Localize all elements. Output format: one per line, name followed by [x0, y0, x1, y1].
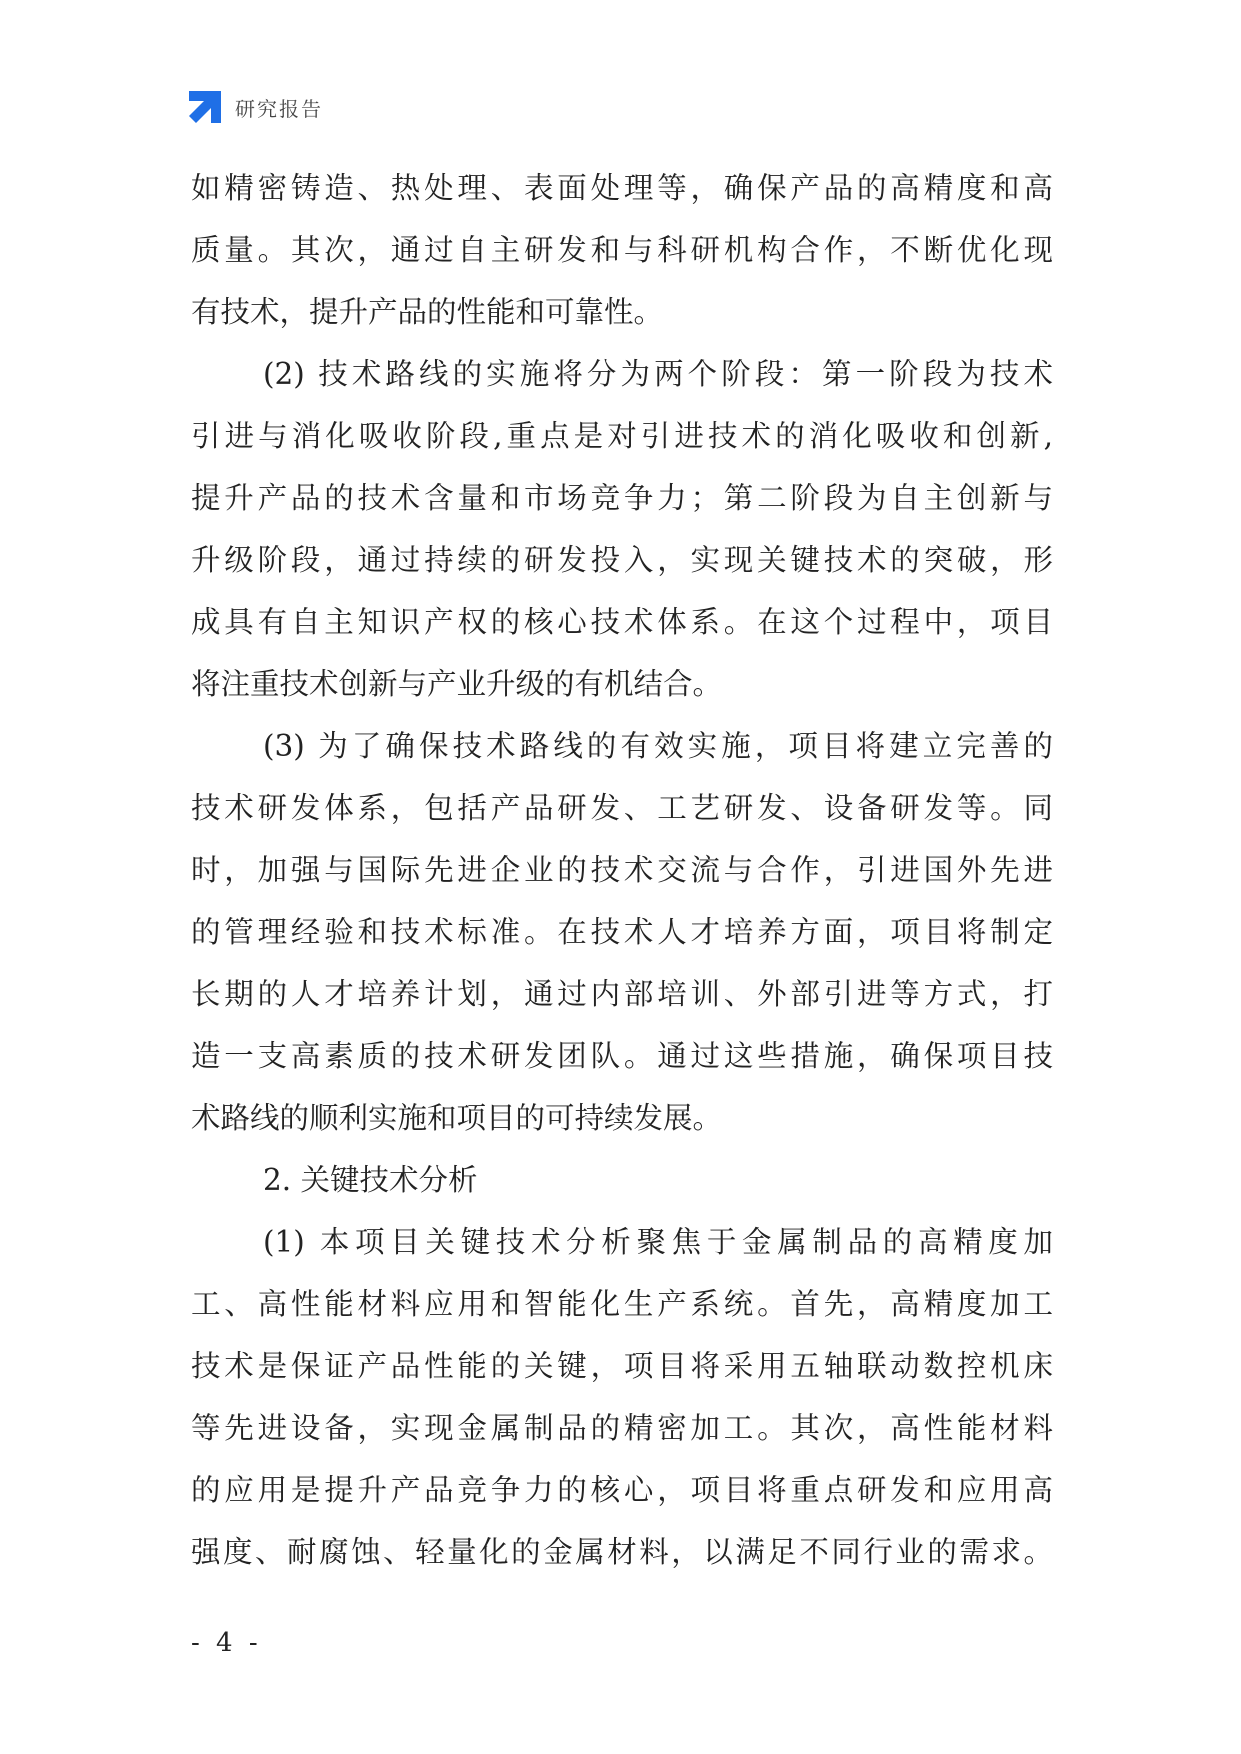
- page-header: [189, 90, 323, 124]
- text-line: 引进与消化吸收阶段,重点是对引进技术的消化吸收和创新,: [191, 419, 1053, 453]
- body-text: [191, 157, 1053, 1583]
- text-line: 术路线的顺利实施和项目的可持续发展。: [191, 1101, 723, 1135]
- text-line: 时，加强与国际先进企业的技术交流与合作，引进国外先进: [191, 853, 1053, 887]
- text-line: 提升产品的技术含量和市场竞争力；第二阶段为自主创新与: [191, 481, 1053, 515]
- text-line: 工、高性能材料应用和智能化生产系统。首先，高精度加工: [191, 1287, 1053, 1321]
- arrow-logo-icon: [189, 91, 221, 123]
- text-line: 升级阶段，通过持续的研发投入，实现关键技术的突破，形: [191, 543, 1053, 577]
- text-line: 将注重技术创新与产业升级的有机结合。: [191, 667, 723, 701]
- text-line: 的管理经验和技术标准。在技术人才培养方面，项目将制定: [191, 915, 1053, 949]
- page-number: - 4 -: [191, 1628, 262, 1658]
- text-line: 如精密铸造、热处理、表面处理等，确保产品的高精度和高: [191, 171, 1053, 205]
- text-line: 强度、耐腐蚀、轻量化的金属材料，以满足不同行业的需求。: [191, 1535, 1053, 1569]
- text-line: 质量。其次，通过自主研发和与科研机构合作，不断优化现: [191, 233, 1053, 267]
- text-line: 造一支高素质的技术研发团队。通过这些措施，确保项目技: [191, 1039, 1053, 1073]
- text-line: 成具有自主知识产权的核心技术体系。在这个过程中，项目: [191, 605, 1053, 639]
- text-line: 技术研发体系，包括产品研发、工艺研发、设备研发等。同: [191, 791, 1053, 825]
- text-line: (3) 为了确保技术路线的有效实施，项目将建立完善的: [263, 729, 1053, 763]
- text-line: (1) 本项目关键技术分析聚焦于金属制品的高精度加: [263, 1225, 1053, 1259]
- text-line: 2. 关键技术分析: [263, 1163, 478, 1197]
- text-line: 长期的人才培养计划，通过内部培训、外部引进等方式，打: [191, 977, 1053, 1011]
- text-line: 的应用是提升产品竞争力的核心，项目将重点研发和应用高: [191, 1473, 1053, 1507]
- header-title: 研究报告: [235, 96, 323, 121]
- text-line: (2) 技术路线的实施将分为两个阶段：第一阶段为技术: [263, 357, 1053, 391]
- text-line: 有技术，提升产品的性能和可靠性。: [191, 295, 664, 329]
- text-line: 等先进设备，实现金属制品的精密加工。其次，高性能材料: [191, 1411, 1053, 1445]
- text-line: 技术是保证产品性能的关键，项目将采用五轴联动数控机床: [191, 1349, 1053, 1383]
